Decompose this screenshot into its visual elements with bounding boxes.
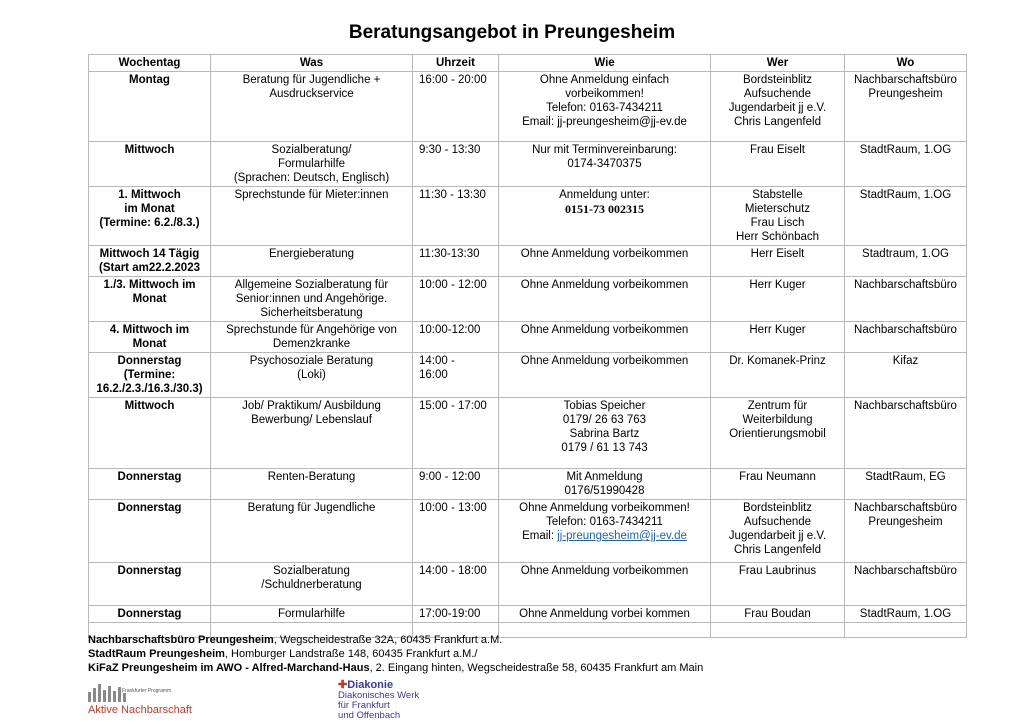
cell-wer: [711, 187, 845, 246]
cell-line: 9:00 - 12:00: [419, 471, 481, 483]
cell-was: [211, 606, 413, 623]
cell-line: Renten-Beratung: [267, 471, 356, 483]
table-row: [89, 72, 967, 142]
cell-wo: [845, 500, 967, 563]
cell-was: [211, 563, 413, 606]
cell-day: [89, 606, 211, 623]
cell-wer: [711, 353, 845, 398]
cell-wer: [711, 322, 845, 353]
cell-line: Donnerstag: [117, 608, 182, 620]
cell-time: [413, 246, 499, 277]
cell-line: Anmeldung unter:: [559, 189, 650, 201]
email-label: Email:: [522, 530, 558, 542]
cell-wie: [499, 500, 711, 563]
cell-line: Demenzkranke: [272, 338, 351, 350]
cell-wer: [711, 142, 845, 187]
cell-line: Senior:innen und Angehörige.: [235, 293, 388, 305]
cell-line: Nachbarschaftsbüro: [854, 400, 957, 412]
cell-line: 0176/51990428: [564, 485, 645, 497]
page-title: Beratungsangebot in Preungesheim: [348, 22, 676, 43]
cell-line: (Loki): [297, 369, 326, 381]
footer-address: , 2. Eingang hinten, Wegscheidestraße 58, 60435 Frankfurt am Main: [369, 662, 704, 674]
cell-line: 1./3. Mittwoch im: [103, 279, 196, 291]
cell-line: Ohne Anmeldung vorbeikommen: [520, 248, 689, 260]
cell-wo: [845, 322, 967, 353]
cell-line: Telefon: 0163-7434211: [546, 102, 663, 114]
cell-line: 15:00 - 17:00: [419, 400, 487, 412]
cell-wie: [499, 142, 711, 187]
footer-place: Nachbarschaftsbüro Preungesheim: [88, 634, 274, 646]
cell-line: Nachbarschaftsbüro: [854, 324, 957, 336]
cell-time: [413, 142, 499, 187]
cell-day: [89, 398, 211, 469]
cell-line: Email: jj-preungesheim@jj-ev.de: [522, 116, 687, 128]
cell-line: Aufsuchende: [743, 516, 812, 528]
cell-wer: [711, 246, 845, 277]
cell-was: [211, 246, 413, 277]
header-wie: Wie: [499, 55, 711, 72]
cell-line: 10:00 - 13:00: [419, 502, 487, 514]
cell-was: [211, 500, 413, 563]
cell-was: [211, 353, 413, 398]
diakonie-line: Diakonisches Werk: [338, 690, 420, 701]
cell-line: Sozialberatung/: [271, 144, 352, 156]
header-wochentag: Wochentag: [89, 55, 211, 72]
address-footer: [88, 633, 703, 675]
cell-line: Formularhilfe: [277, 158, 346, 170]
cell-line: Zentrum für: [747, 400, 808, 412]
cell-line: Stabstelle: [752, 189, 803, 201]
cell-line: Allgemeine Sozialberatung für: [234, 279, 389, 291]
cell-wo: [845, 142, 967, 187]
cell-wer: [711, 72, 845, 142]
cell-wie: [499, 246, 711, 277]
cell-line: 0179 / 61 13 743: [561, 442, 648, 454]
footer-line: [88, 661, 703, 675]
cell-was: [211, 142, 413, 187]
cell-line: Herr Kuger: [749, 279, 806, 291]
cell-line: 14:00 - 18:00: [419, 565, 487, 577]
cell-line: 0179/ 26 63 763: [562, 414, 647, 426]
cell-time: [413, 469, 499, 500]
cell-day: [89, 277, 211, 322]
footer-address: , Homburger Landstraße 148, 60435 Frankfurt a.M./: [224, 648, 478, 660]
footer-place: KiFaZ Preungesheim im AWO - Alfred-Marchand-Haus: [88, 662, 370, 674]
cell-line: Kifaz: [892, 355, 919, 367]
cell-line: Mittwoch 14 Tägig: [99, 248, 200, 260]
cell-line: 14:00 -: [419, 355, 455, 367]
cell-wo: [845, 563, 967, 606]
header-was: Was: [211, 55, 413, 72]
cell-line: Donnerstag: [117, 502, 182, 514]
cell-line: Frau Boudan: [744, 608, 811, 620]
cell-time: [413, 500, 499, 563]
cell-line: 11:30 - 13:30: [419, 189, 486, 201]
table-header-row: [89, 55, 967, 72]
cell-line: Mit Anmeldung: [566, 471, 643, 483]
cell-line: Donnerstag: [117, 355, 182, 367]
cell-time: [413, 563, 499, 606]
cell-line: 1. Mittwoch: [118, 189, 181, 201]
aktive-nachbarschaft-logo: [88, 684, 192, 718]
cell-wo: [845, 623, 967, 638]
cell-line: Jugendarbeit jj e.V.: [728, 530, 827, 542]
cell-line: 0174-3470375: [567, 158, 642, 170]
cell-time: [413, 72, 499, 142]
cell-line: StadtRaum, 1.OG: [859, 608, 952, 620]
cell-line: Donnerstag: [117, 471, 182, 483]
cell-line: Aufsuchende: [743, 88, 812, 100]
diakonie-line: und Offenbach: [338, 710, 401, 721]
cell-line: Orientierungsmobil: [729, 428, 826, 440]
cell-wie: [499, 353, 711, 398]
cell-time: [413, 398, 499, 469]
cell-line: Bordsteinblitz: [742, 74, 813, 86]
logo-program-text: Frankfurter Programm: [122, 688, 172, 694]
cell-line: Sicherheitsberatung: [260, 307, 363, 319]
cell-wo: [845, 187, 967, 246]
header-wo: Wo: [845, 55, 967, 72]
cell-line: 11:30-13:30: [419, 248, 480, 260]
table-body: [89, 72, 967, 638]
footer-line: [88, 647, 703, 661]
diakonie-logo: [338, 678, 428, 722]
cell-line: Beratung für Jugendliche +: [242, 74, 381, 86]
cell-line: 4. Mittwoch im: [109, 324, 190, 336]
cell-line: Nachbarschaftsbüro: [854, 74, 957, 86]
footer-place: StadtRaum Preungesheim: [88, 648, 225, 660]
cell-wie: [499, 606, 711, 623]
table-row: [89, 469, 967, 500]
cell-line: Bewerbung/ Lebenslauf: [251, 414, 372, 426]
cell-line: (Termine:: [123, 369, 176, 381]
logo-name: Aktive Nachbarschaft: [88, 704, 192, 716]
cell-line: Preungesheim: [868, 516, 943, 528]
cell-line: Herr Schönbach: [735, 231, 820, 243]
cell-line: Bordsteinblitz: [742, 502, 813, 514]
cell-wer: [711, 277, 845, 322]
cell-line: Weiterbildung: [742, 414, 813, 426]
cell-was: [211, 322, 413, 353]
cell-line: Dr. Komanek-Prinz: [729, 355, 826, 367]
cell-day: [89, 142, 211, 187]
cell-wie: [499, 72, 711, 142]
cell-wo: [845, 606, 967, 623]
cell-line: Stadtraum, 1.OG: [862, 248, 949, 260]
cell-wer: [711, 500, 845, 563]
cell-line: Nachbarschaftsbüro: [854, 502, 957, 514]
cell-day: [89, 72, 211, 142]
cell-line: Mittwoch: [124, 144, 175, 156]
table-row: [89, 398, 967, 469]
cell-line: Ohne Anmeldung vorbeikommen: [520, 324, 689, 336]
cell-line: (Termine: 6.2./8.3.): [99, 217, 200, 229]
cell-day: [89, 500, 211, 563]
cell-line: Ohne Anmeldung vorbeikommen: [520, 565, 689, 577]
cell-line: vorbeikommen!: [565, 88, 644, 100]
cell-line: Monat: [132, 338, 167, 350]
cell-line: Ohne Anmeldung vorbeikommen: [520, 279, 689, 291]
table-row: [89, 187, 967, 246]
cell-was: [211, 72, 413, 142]
cell-line: Energieberatung: [268, 248, 355, 260]
cell-line: Mieterschutz: [744, 203, 811, 215]
cell-line: StadtRaum, EG: [865, 471, 946, 483]
cell-line: Frau Lisch: [750, 217, 805, 229]
cell-line: Sabrina Bartz: [569, 428, 640, 440]
cell-line: Ausdruckservice: [269, 88, 354, 100]
table-row: [89, 500, 967, 563]
cell-line: Sprechstunde für Angehörige von: [226, 324, 397, 336]
cell-wer: [711, 606, 845, 623]
table-row: [89, 277, 967, 322]
cell-wie: [499, 277, 711, 322]
table-row: [89, 563, 967, 606]
cell-line: 16:00 - 20:00: [419, 74, 487, 86]
cell-wo: [845, 353, 967, 398]
cell-line: (Start am22.2.2023: [98, 262, 200, 274]
cell-line: (Sprachen: Deutsch, Englisch): [233, 172, 390, 184]
cell-line: Tobias Speicher: [563, 400, 646, 412]
cell-day: [89, 246, 211, 277]
cell-line: Frau Eiselt: [750, 144, 805, 156]
cell-time: [413, 322, 499, 353]
cell-line: Sprechstunde für Mieter:innen: [234, 189, 389, 201]
diakonie-brand-text: Diakonie: [347, 679, 394, 691]
cell-line: StadtRaum, 1.OG: [859, 189, 952, 201]
cell-line: Ohne Anmeldung vorbeikommen!: [519, 502, 690, 514]
cell-day: [89, 469, 211, 500]
cell-wer: [711, 623, 845, 638]
table-row: [89, 246, 967, 277]
cell-line: Nachbarschaftsbüro: [854, 279, 957, 291]
cell-line: Psychosoziale Beratung: [249, 355, 374, 367]
cell-line: Jugendarbeit jj e.V.: [728, 102, 827, 114]
table-row: [89, 322, 967, 353]
cell-line: 10:00-12:00: [419, 324, 481, 336]
cell-day: [89, 563, 211, 606]
cell-time: [413, 187, 499, 246]
cell-line: Nachbarschaftsbüro: [854, 565, 957, 577]
cell-line: Nur mit Terminvereinbarung:: [532, 144, 677, 156]
header-uhrzeit: Uhrzeit: [413, 55, 499, 72]
table-row: [89, 606, 967, 623]
cell-line: 0151-73 002315: [565, 202, 644, 216]
cell-line: Ohne Anmeldung vorbeikommen: [520, 355, 689, 367]
cell-line: Herr Kuger: [749, 324, 806, 336]
cell-line: Beratung für Jugendliche: [247, 502, 376, 514]
cell-day: [89, 187, 211, 246]
cell-line: Sozialberatung: [273, 565, 350, 577]
cell-line: Chris Langenfeld: [734, 544, 821, 556]
diakonie-line: für Frankfurt: [338, 700, 390, 711]
cell-line: StadtRaum, 1.OG: [859, 144, 952, 156]
cell-was: [211, 277, 413, 322]
cell-wie: [499, 187, 711, 246]
header-wer: Wer: [711, 55, 845, 72]
cell-was: [211, 398, 413, 469]
footer-line: [88, 633, 703, 647]
cell-day: [89, 353, 211, 398]
cell-wie: [499, 563, 711, 606]
schedule-table: [88, 54, 967, 638]
cell-line: Job/ Praktikum/ Ausbildung: [242, 400, 381, 412]
cell-line: Herr Eiselt: [750, 248, 805, 260]
table-row: [89, 142, 967, 187]
cell-line: Frau Neumann: [739, 471, 816, 483]
email-link[interactable]: jj-preungesheim@jj-ev.de: [557, 530, 687, 542]
cell-wer: [711, 398, 845, 469]
cell-wo: [845, 469, 967, 500]
table-row: [89, 353, 967, 398]
cell-line: Ohne Anmeldung vorbei kommen: [519, 608, 690, 620]
cell-was: [211, 187, 413, 246]
cell-line: 16.2./2.3./16.3./30.3): [96, 383, 203, 395]
cell-time: [413, 606, 499, 623]
cell-line: Ohne Anmeldung einfach: [539, 74, 670, 86]
cell-line: im Monat: [124, 203, 175, 215]
cell-line: Mittwoch: [124, 400, 175, 412]
cell-line: Frau Laubrinus: [738, 565, 817, 577]
cell-line: 10:00 - 12:00: [419, 279, 487, 291]
cell-line: /Schuldnerberatung: [261, 579, 362, 591]
cell-time: [413, 353, 499, 398]
cell-time: [413, 277, 499, 322]
cell-wie: [499, 398, 711, 469]
cell-was: [211, 469, 413, 500]
cell-line: Montag: [129, 74, 170, 86]
cell-line: Monat: [132, 293, 167, 305]
cell-wie: [499, 322, 711, 353]
cell-day: [89, 322, 211, 353]
cell-line: Preungesheim: [868, 88, 943, 100]
cell-line: Telefon: 0163-7434211: [546, 516, 663, 528]
cell-line: Chris Langenfeld: [734, 116, 821, 128]
cell-wer: [711, 563, 845, 606]
cell-wer: [711, 469, 845, 500]
cell-line: Formularhilfe: [277, 608, 346, 620]
cell-line: 17:00-19:00: [419, 608, 481, 620]
cell-wo: [845, 72, 967, 142]
cell-wo: [845, 398, 967, 469]
cell-line: 9:30 - 13:30: [419, 144, 481, 156]
cell-wo: [845, 277, 967, 322]
cell-line: Donnerstag: [117, 565, 182, 577]
cell-wie: [499, 469, 711, 500]
footer-address: , Wegscheidestraße 32A, 60435 Frankfurt a.M.: [273, 634, 503, 646]
email-line: [503, 529, 706, 543]
diakonie-cross-icon: ✚: [338, 679, 348, 691]
cell-wo: [845, 246, 967, 277]
cell-line: 16:00: [419, 369, 448, 381]
